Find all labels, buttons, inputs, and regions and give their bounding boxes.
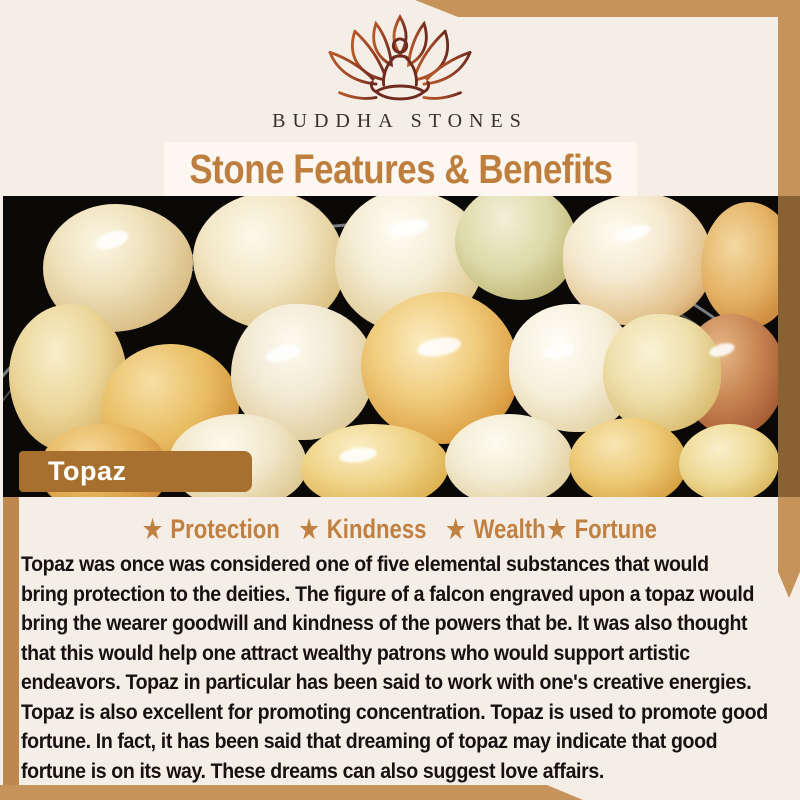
feature-protection — [143, 514, 280, 545]
description-line: bring the wearer goodwill and kindness of the powers that be. It was also thought — [21, 612, 748, 635]
right-accent-ribbon-dark — [778, 196, 800, 497]
feature-label: Protection — [170, 513, 280, 544]
feature-label: Kindness — [326, 513, 427, 544]
lotus-meditation-icon — [315, 14, 485, 110]
description-line: that this would help one attract wealthy patrons who would support artistic — [21, 641, 690, 665]
stone-name: Topaz — [48, 456, 127, 486]
star-icon: ★ — [143, 513, 163, 544]
stone-blob — [679, 424, 778, 497]
bottom-accent-band — [0, 785, 800, 800]
features-row — [72, 510, 728, 548]
feature-label: Fortune — [574, 513, 657, 544]
description-paragraph — [21, 550, 796, 786]
description-line: endeavors. Topaz in particular has been said to work with one's creative energies. — [21, 671, 752, 694]
brand-logo — [0, 14, 800, 115]
star-icon: ★ — [299, 513, 319, 544]
feature-fortune — [547, 514, 657, 545]
section-title: Stone Features & Benefits — [188, 145, 613, 192]
star-icon: ★ — [547, 513, 567, 544]
stone-blob — [569, 418, 687, 497]
description-line: bring protection to the deities. The figure of a falcon engraved upon a topaz would — [21, 582, 754, 606]
section-title-panel — [164, 142, 637, 196]
description-line: fortune. In fact, it has been said that dreaming of topaz may indicate that good — [21, 730, 718, 753]
stone-name-label — [19, 451, 252, 492]
brand-name: BUDDHA STONES — [272, 110, 528, 132]
feature-kindness — [299, 514, 426, 545]
description-line: fortune is on its way. These dreams can also suggest love affairs. — [21, 759, 604, 783]
star-icon: ★ — [446, 513, 466, 544]
description-line: Topaz was once was considered one of five elemental substances that would — [21, 553, 709, 576]
stone-blob — [701, 202, 778, 328]
feature-wealth — [446, 514, 545, 545]
description-line: Topaz is also excellent for promoting concentration. Topaz is used to promote good — [21, 700, 768, 724]
stone-blob — [445, 414, 573, 497]
stone-blob — [603, 314, 721, 432]
feature-label: Wealth — [473, 513, 546, 544]
